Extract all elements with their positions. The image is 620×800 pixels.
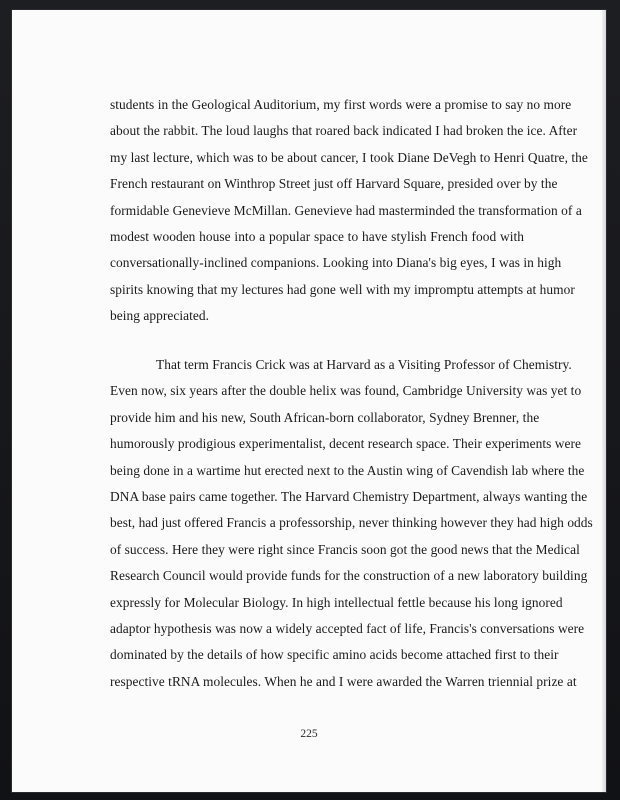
text-line: best, had just offered Francis a professorship, never thinking however they had high odds [110, 515, 593, 531]
text-line: Even now, six years after the double helix was found, Cambridge University was yet to [110, 383, 582, 399]
text-line: spirits knowing that my lectures had gone well with my impromptu attempts at humor [110, 281, 575, 297]
text-line: being done in a wartime hut erected next to the Austin wing of Cavendish lab where the [110, 462, 585, 478]
paragraph-1 [110, 92, 588, 330]
text-line: DNA base pairs came together. The Harvard Chemistry Department, always wanting the [110, 488, 588, 504]
text-line: Research Council would provide funds for the construction of a new laboratory building [110, 568, 588, 584]
text-line: being appreciated. [110, 308, 210, 324]
text-line: about the rabbit. The loud laughs that roared back indicated I had broken the ice. After [110, 123, 578, 139]
text-line: expressly for Molecular Biology. In high intellectual fettle because his long ignored [110, 594, 563, 610]
text-line: dominated by the details of how specific amino acids become attached first to their [110, 647, 559, 663]
text-line: adaptor hypothesis was now a widely accepted fact of life, Francis's conversations were [110, 620, 585, 636]
text-line: my last lecture, which was to be about cancer, I took Diane DeVegh to Henri Quatre, the [110, 149, 588, 165]
text-line: provide him and his new, South African-born collaborator, Sydney Brenner, the [110, 409, 540, 425]
text-line: formidable Genevieve McMillan. Genevieve had masterminded the transformation of a [110, 202, 582, 218]
document-page [12, 10, 606, 792]
text-line: respective tRNA molecules. When he and I were awarded the Warren triennial prize at [110, 673, 577, 689]
text-line: students in the Geological Auditorium, my first words were a promise to say no more [110, 97, 572, 112]
page-number: 225 [300, 728, 318, 740]
text-line: French restaurant on Winthrop Street just off Harvard Square, presided over by the [110, 176, 558, 192]
text-line: modest wooden house into a popular space to have stylish French food with [110, 228, 524, 244]
text-line: of success. Here they were right since Francis soon got the good news that the Medical [110, 541, 580, 557]
text-line: conversationally-inclined companions. Looking into Diana's big eyes, I was in high [110, 255, 562, 271]
text-line: humorously prodigious experimentalist, decent research space. Their experiments were [110, 436, 581, 452]
paragraph-2 [110, 352, 593, 695]
page-edge-shadow [602, 10, 606, 792]
text-line: That term Francis Crick was at Harvard as a Visiting Professor of Chemistry. [156, 357, 572, 372]
